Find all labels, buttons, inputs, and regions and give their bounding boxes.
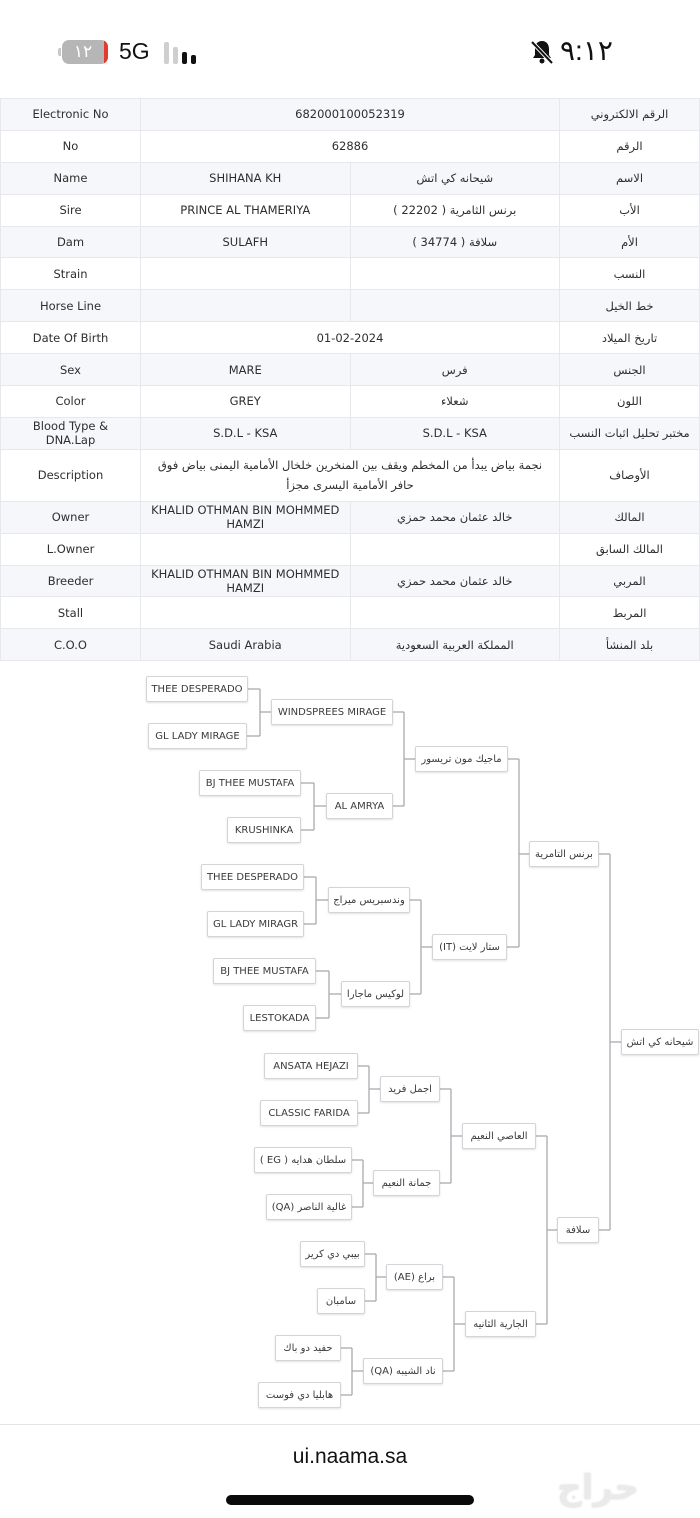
field-value-en — [141, 533, 351, 565]
pedigree-node-gen3[interactable]: WINDSPREES MIRAGE — [271, 699, 393, 725]
battery-icon — [62, 40, 108, 64]
field-label-en: C.O.O — [1, 629, 141, 661]
pedigree-node-gen3[interactable]: لوكيس ماجارا — [341, 981, 410, 1007]
pedigree-node-gen1[interactable]: سلافة — [557, 1217, 599, 1243]
pedigree-node-gen4[interactable]: THEE DESPERADO — [201, 864, 304, 890]
field-label-ar: النسب — [560, 258, 700, 290]
watermark-logo: حراج — [557, 1468, 639, 1508]
url-bar[interactable]: ui.naama.sa — [292, 1445, 408, 1468]
field-value-en: Saudi Arabia — [141, 629, 351, 661]
field-label-en: Dam — [1, 226, 141, 258]
pedigree-node-gen3[interactable]: اجمل فريد — [380, 1076, 440, 1102]
table-row — [1, 417, 700, 449]
field-value-ar — [350, 290, 560, 322]
pedigree-node-gen4[interactable]: BJ THEE MUSTAFA — [213, 958, 316, 984]
pedigree-node-gen4[interactable]: هابليا دي فوست — [258, 1382, 341, 1408]
pedigree-node-gen4[interactable]: BJ THEE MUSTAFA — [199, 770, 301, 796]
table-row — [1, 565, 700, 597]
table-row — [1, 226, 700, 258]
pedigree-node-gen2[interactable]: العاصي النعيم — [462, 1123, 536, 1149]
field-label-ar: الأم — [560, 226, 700, 258]
pedigree-node-gen4[interactable]: THEE DESPERADO — [146, 676, 248, 702]
field-label-en: Blood Type & DNA.Lap — [1, 417, 141, 449]
pedigree-node-gen3[interactable]: وندسبريس ميراج — [328, 887, 410, 913]
field-label-ar: اللون — [560, 386, 700, 418]
field-label-ar: الجنس — [560, 354, 700, 386]
pedigree-node-gen2[interactable]: ماجيك مون تريسور — [415, 746, 508, 772]
field-value-ar: شيحانه كي اتش — [350, 162, 560, 194]
field-value-ar: سلافة ( 34774 ) — [350, 226, 560, 258]
field-label-en: Sire — [1, 194, 141, 226]
field-value: 01-02-2024 — [141, 322, 560, 354]
field-label-ar: المالك السابق — [560, 533, 700, 565]
field-label-en: Stall — [1, 597, 141, 629]
field-label-ar: الرقم الالكتروني — [560, 99, 700, 131]
field-value-en: KHALID OTHMAN BIN MOHMMED HAMZI — [141, 501, 351, 533]
field-label-ar: خط الخيل — [560, 290, 700, 322]
table-row — [1, 501, 700, 533]
field-value-ar — [350, 533, 560, 565]
pedigree-node-gen4[interactable]: CLASSIC FARIDA — [260, 1100, 358, 1126]
field-label-en: Breeder — [1, 565, 141, 597]
field-value-en: MARE — [141, 354, 351, 386]
pedigree-node-gen2[interactable]: الجارية الثانيه — [465, 1311, 536, 1337]
pedigree-node-gen4[interactable]: KRUSHINKA — [227, 817, 301, 843]
field-label-en: Strain — [1, 258, 141, 290]
field-value-en: PRINCE AL THAMERIYA — [141, 194, 351, 226]
table-row — [1, 258, 700, 290]
field-label-ar: الرقم — [560, 130, 700, 162]
table-row — [1, 533, 700, 565]
browser-divider — [0, 1424, 700, 1425]
field-value-ar: فرس — [350, 354, 560, 386]
field-label-en: L.Owner — [1, 533, 141, 565]
signal-strength-icon — [164, 42, 204, 64]
pedigree-node-gen2[interactable]: ستار لايت (IT) — [432, 934, 507, 960]
pedigree-node-gen4[interactable]: بيبي دي كرير — [300, 1241, 365, 1267]
pedigree-node-gen3[interactable]: ناد الشيبه (QA) — [363, 1358, 443, 1384]
field-value: 682000100052319 — [141, 99, 560, 131]
field-label-en: Color — [1, 386, 141, 418]
pedigree-node-gen4[interactable]: حفيد دو باك — [275, 1335, 341, 1361]
field-value-en — [141, 290, 351, 322]
pedigree-node-gen1[interactable]: برنس التامرية — [529, 841, 599, 867]
field-label-en: Sex — [1, 354, 141, 386]
pedigree-node-gen4[interactable]: GL LADY MIRAGR — [207, 911, 304, 937]
field-value: 62886 — [141, 130, 560, 162]
field-label-ar: تاريخ الميلاد — [560, 322, 700, 354]
pedigree-node-gen4[interactable]: سلطان هدايه ( EG ) — [254, 1147, 352, 1173]
field-label-ar: الاسم — [560, 162, 700, 194]
horse-info-table — [0, 98, 700, 661]
status-bar — [0, 0, 700, 98]
field-label-ar: المربي — [560, 565, 700, 597]
table-row — [1, 194, 700, 226]
clock: ٩:١٢ — [560, 35, 613, 66]
field-value-ar: شعلاء — [350, 386, 560, 418]
network-type: 5G — [119, 38, 150, 64]
field-value-ar: S.D.L - KSA — [350, 417, 560, 449]
table-row — [1, 629, 700, 661]
field-label-en: Date Of Birth — [1, 322, 141, 354]
pedigree-node-gen4[interactable]: ANSATA HEJAZI — [264, 1053, 358, 1079]
table-row — [1, 597, 700, 629]
field-label-ar: المالك — [560, 501, 700, 533]
pedigree-node-gen4[interactable]: غالية الناصر (QA) — [266, 1194, 352, 1220]
field-label-en: Electronic No — [1, 99, 141, 131]
field-label-ar: مختبر تحليل اثبات النسب — [560, 417, 700, 449]
field-value-en: SULAFH — [141, 226, 351, 258]
field-value: نجمة بياض يبدأ من المخطم ويقف بين المنخرين خلخال الأمامية اليمنى بياض فوق حافر الأمامية اليسرى مجزأ — [141, 449, 560, 501]
pedigree-tree — [0, 660, 700, 1420]
field-value-en: KHALID OTHMAN BIN MOHMMED HAMZI — [141, 565, 351, 597]
field-value-en — [141, 258, 351, 290]
table-row — [1, 162, 700, 194]
field-label-en: Horse Line — [1, 290, 141, 322]
field-value-ar: المملكة العربية السعودية — [350, 629, 560, 661]
field-label-en: Owner — [1, 501, 141, 533]
field-label-ar: الأوصاف — [560, 449, 700, 501]
field-value-en: GREY — [141, 386, 351, 418]
pedigree-node-gen4[interactable]: سامبان — [317, 1288, 365, 1314]
field-value-ar: خالد عثمان محمد حمزي — [350, 501, 560, 533]
field-value-ar: برنس الثامرية ( 22202 ) — [350, 194, 560, 226]
field-label-en: No — [1, 130, 141, 162]
field-label-ar: المربط — [560, 597, 700, 629]
field-value-ar: خالد عثمان محمد حمزي — [350, 565, 560, 597]
pedigree-node-gen3[interactable]: براع (AE) — [386, 1264, 443, 1290]
field-value-en — [141, 597, 351, 629]
table-row — [1, 99, 700, 131]
table-row — [1, 386, 700, 418]
battery-level: ١٢ — [73, 42, 93, 61]
field-value-en: SHIHANA KH — [141, 162, 351, 194]
table-row — [1, 449, 700, 501]
home-indicator[interactable] — [226, 1495, 474, 1505]
field-label-en: Name — [1, 162, 141, 194]
table-row — [1, 130, 700, 162]
battery-nub — [58, 48, 61, 56]
pedigree-node-gen4[interactable]: LESTOKADA — [243, 1005, 316, 1031]
table-row — [1, 322, 700, 354]
pedigree-node-root[interactable]: شيحانه كي اتش — [621, 1029, 699, 1055]
field-value-ar — [350, 597, 560, 629]
pedigree-node-gen4[interactable]: GL LADY MIRAGE — [148, 723, 247, 749]
field-value-ar — [350, 258, 560, 290]
pedigree-node-gen3[interactable]: جمانة النعيم — [373, 1170, 440, 1196]
field-label-ar: بلد المنشأ — [560, 629, 700, 661]
field-value-en: S.D.L - KSA — [141, 417, 351, 449]
field-label-en: Description — [1, 449, 141, 501]
battery-low-indicator — [104, 40, 108, 64]
table-row — [1, 354, 700, 386]
table-row — [1, 290, 700, 322]
bell-muted-icon — [530, 39, 554, 65]
pedigree-node-gen3[interactable]: AL AMRYA — [326, 793, 393, 819]
field-label-ar: الأب — [560, 194, 700, 226]
